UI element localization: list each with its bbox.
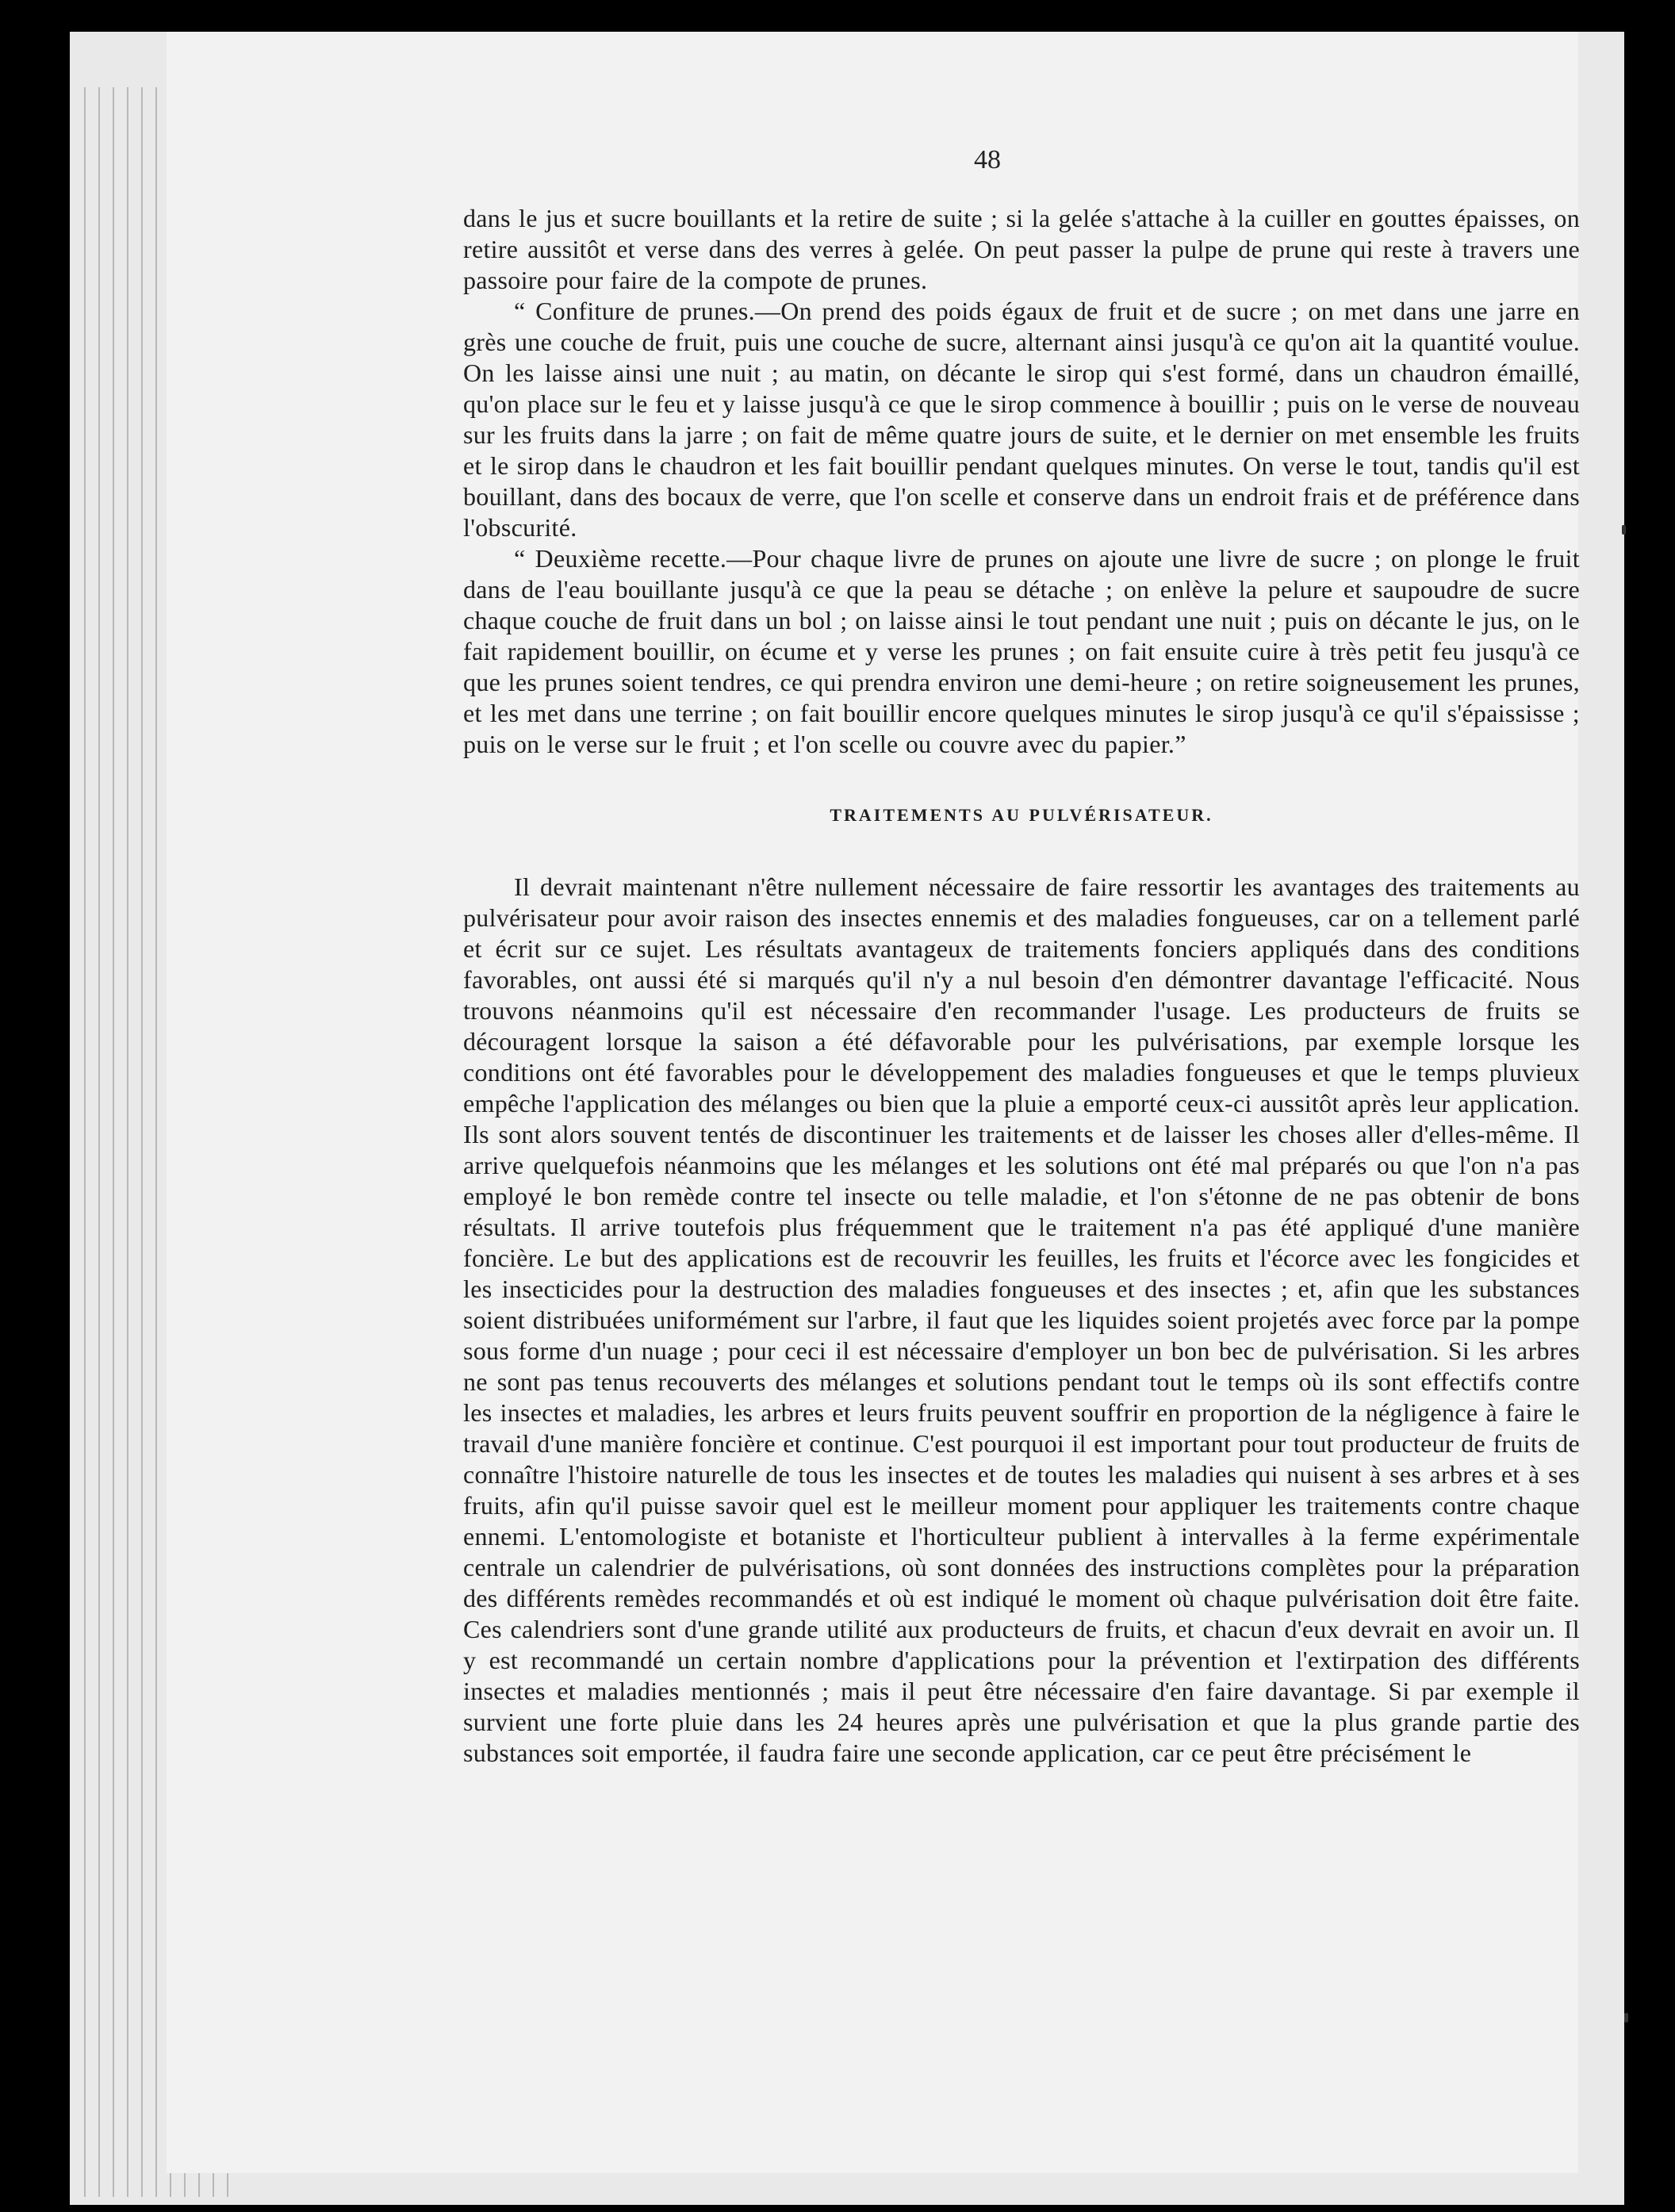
paragraph-second-recipe: “ Deuxième recette.—Pour chaque livre de prunes on ajoute une livre de sucre ; on plonge le fruit dans de l'eau bouillante jusqu'à ce que la peau se détache ; on enlève la pelure et saupoudre de sucre chaque couche de fruit dans un bol ; on laisse ainsi le tout pendant une nuit ; puis on décante le jus, on le fait rapidement bouillir, on écume et y verse les prunes ; on fait ensuite cuire à très petit feu jusqu'à ce que les prunes soient tendres, ce qui prendra environ une demi-heure ; on retire soigneusement les prunes, et les met dans une terrine ; on fait bouillir encore quelques minutes le sirop jusqu'à ce qu'il s'épaississe ; puis on le verse sur le fruit ; et l'on scelle ou couvre avec du papier.” [463,544,1580,758]
body-text [463,203,1580,1769]
page-number: 48 [974,145,1001,174]
scan-mark [1624,2013,1628,2022]
page-edge [84,87,86,2197]
page-edge [127,87,128,2197]
paragraph-spraying: Il devrait maintenant n'être nullement nécessaire de faire ressortir les avantages des traitements au pulvérisateur pour avoir raison des insectes ennemis et des maladies fongueuses, car on a tellement parlé et écrit sur ce sujet. Les résultats avantageux de traitements fonciers appliqués dans des conditions favorables, ont aussi été si marqués qu'il n'y a nul besoin d'en démontrer davantage l'efficacité. Nous trouvons néanmoins qu'il est nécessaire d'en recommander l'usage. Les producteurs de fruits se découragent lorsque la saison a été défavorable pour les pulvérisations, par exemple lorsque les conditions ont été favorables pour le développement des maladies fongueuses et que le temps pluvieux empêche l'application des mélanges ou bien que la pluie a emporté ceux-ci aussitôt après leur application. Ils sont alors souvent tentés de discontinuer les traitements et de laisser les choses aller d'elles-même. Il arrive quelquefois néanmoins que les mélanges et les solutions ont été mal préparés ou que l'on n'a pas employé le bon remède contre tel insecte ou telle maladie, et l'on s'étonne de ne pas obtenir de bons résultats. Il arrive toutefois plus fréquemment que le traitement n'a pas été appliqué d'une manière foncière. Le but des applications est de recouvrir les feuilles, les fruits et l'écorce avec les fongicides et les insecticides pour la destruction des maladies fongueuses et des insectes ; et, afin que les substances soient distribuées uniformément sur l'arbre, il faut que les liquides soient projetés avec force par la pompe sous forme d'un nuage ; pour ceci il est nécessaire d'employer un bon bec de pulvérisation. Si les arbres ne sont pas tenus recouverts des mélanges et solutions pendant tout le temps où ils sont effectifs contre les insectes et maladies, les arbres et leurs fruits peuvent souffrir en proportion de la négligence à faire le travail d'une manière foncière et continue. C'est pourquoi il est important pour tout producteur de fruits de connaître l'histoire naturelle de tous les insectes et de toutes les maladies qui nuisent à ses arbres et à ses fruits, afin qu'il puisse savoir quel est le meilleur moment pour appliquer les traitements contre chaque ennemi. L'entomologiste et botaniste et l'horticulteur publient à intervalles à la ferme expérimentale centrale un calendrier de pulvérisations, où sont données des instructions complètes pour la préparation des différents remèdes recommandés et où est indiqué le moment où chaque pulvérisation doit être faite. Ces calendriers sont d'une grande utilité aux producteurs de fruits, et chacun d'eux devrait en avoir un. Il y est recommandé un certain nombre d'applications pour la prévention et l'extirpation des différents insectes et maladies mentionnés ; mais il peut être nécessaire d'en faire davantage. Si par exemple il survient une forte pluie dans les 24 heures après une pulvérisation et que la plus grande partie des substances soit emportée, il faudra faire une seconde application, car ce peut être précisément le [463,872,1580,1767]
page-edge [155,87,157,2197]
paragraph-plum-jelly-end: dans le jus et sucre bouillants et la retire de suite ; si la gelée s'attache à la cuiller en gouttes épaisses, on retire aussitôt et verse dans des verres à gelée. On peut passer la pulpe de prune qui reste à travers une passoire pour faire de la compote de prunes. [463,204,1580,294]
page-edge [113,87,114,2197]
section-heading: TRAITEMENTS AU PULVÉRISATEUR. [830,805,1213,825]
page-edge [98,87,100,2197]
scan-mark [1622,525,1626,535]
paragraph-plum-jam: “ Confiture de prunes.—On prend des poids égaux de fruit et de sucre ; on met dans une jarre en grès une couche de fruit, puis une couche de sucre, alternant ainsi jusqu'à ce qu'on ait la quantité voulue. On les laisse ainsi une nuit ; au matin, on décante le sirop qui s'est formé, dans un chaudron émaillé, qu'on place sur le feu et y laisse jusqu'à ce que le sirop commence à bouillir ; puis on le verse de nouveau sur les fruits dans la jarre ; on fait de même quatre jours de suite, et le dernier on met ensemble les fruits et le sirop dans le chaudron et les fait bouillir pendant quelques minutes. On verse le tout, tandis qu'il est bouillant, dans des bocaux de verre, que l'on scelle et conserve dans un endroit frais et de préférence dans l'obscurité. [463,297,1580,542]
page-edge [141,87,143,2197]
